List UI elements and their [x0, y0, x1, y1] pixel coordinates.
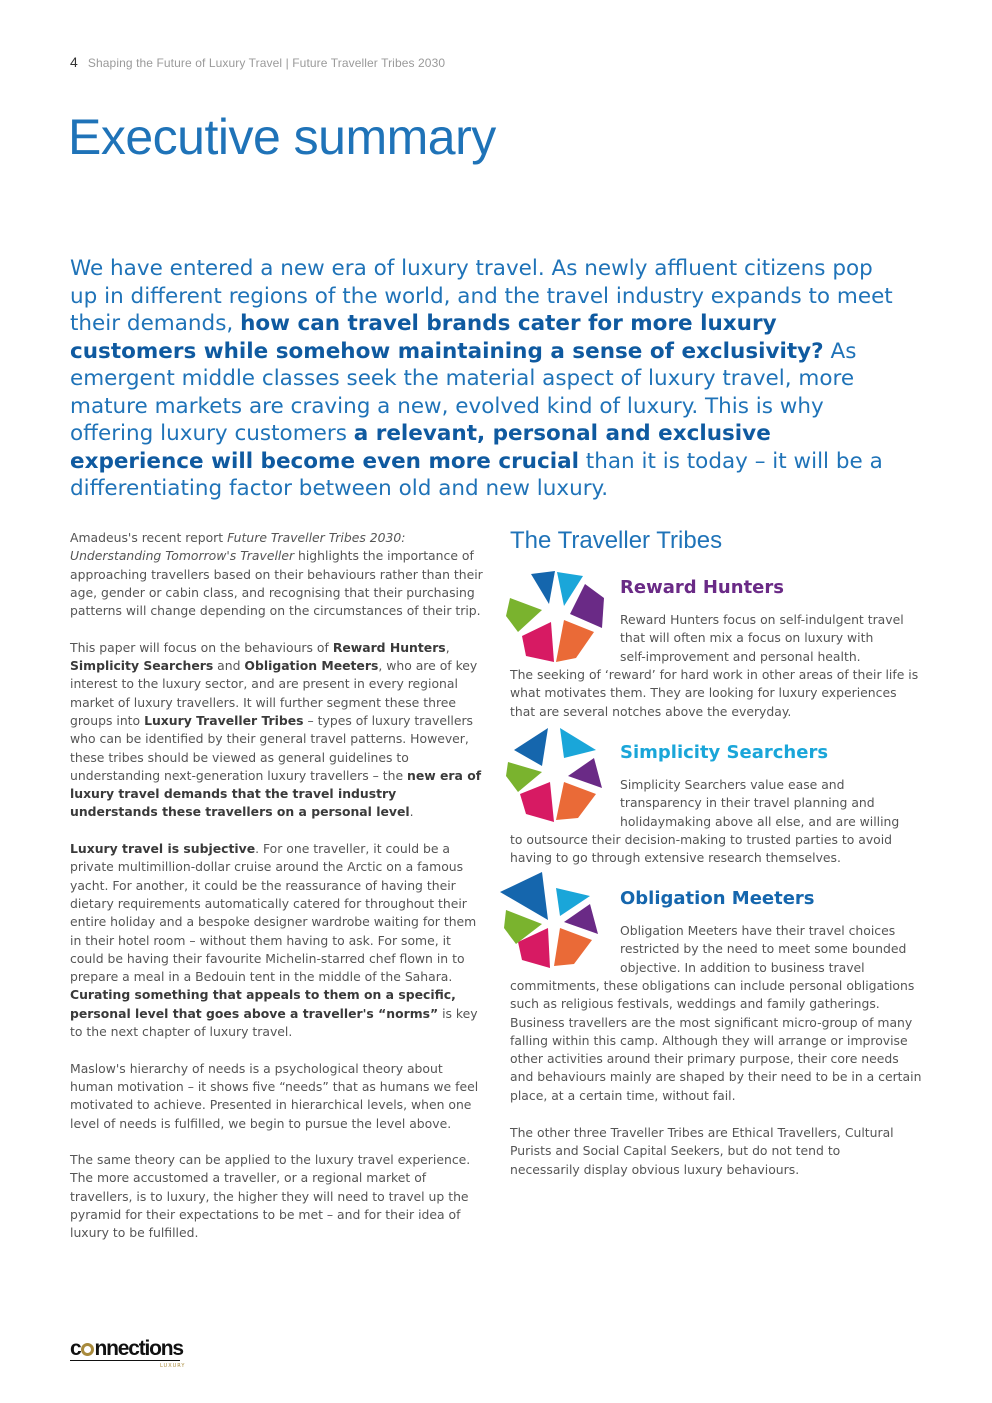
paragraph-theory: The same theory can be applied to the luxury travel experience. The more accustomed a traveller, or a regional market of travellers, is to luxury, the higher they will need to travel up the pyramid for their expectations to be met – and for their idea of luxury to be fulfilled.	[70, 1152, 471, 1241]
text: .	[409, 804, 414, 820]
intro-text-1: We have entered a new era of luxury travel. As newly affluent citizens pop up in different regions of the world, and the travel industry expands to meet their demands,	[70, 256, 893, 336]
text-line: Obligation Meeters have their travel choices	[620, 923, 896, 938]
simplicity-searchers-intro	[620, 776, 920, 831]
intro-text-2: As emergent middle classes seek the material aspect of luxury travel, more mature markets are craving a new, evolved kind of luxury. This is why offering luxury customers	[70, 338, 857, 446]
logo-wordmark	[70, 1337, 183, 1360]
emphasis: Curating something that appeals to them on a specific, personal level that goes above a traveller's “norms”	[70, 987, 456, 1021]
paragraph-subjective	[70, 840, 485, 1041]
emphasis: Luxury Traveller Tribes	[144, 712, 304, 728]
obligation-meeters-title: Obligation Meeters	[620, 888, 815, 909]
logo-text-end: nnections	[94, 1337, 183, 1360]
text-line: restricted by the need to meet some bounded	[620, 941, 907, 957]
text-line: transparency in their travel planning and	[620, 795, 875, 811]
simplicity-searchers-title: Simplicity Searchers	[620, 742, 829, 763]
emphasis: Luxury travel is subjective	[70, 841, 256, 857]
reward-hunters-intro	[620, 611, 920, 666]
simplicity-searchers-hexagon-icon	[504, 728, 610, 824]
text: and	[213, 658, 245, 674]
paragraph-report	[70, 529, 485, 620]
obligation-meeters-hexagon-icon	[498, 872, 604, 968]
page-number: 4	[70, 54, 78, 70]
running-title: Shaping the Future of Luxury Travel | Future Traveller Tribes 2030	[87, 56, 446, 70]
text-line: holidaymaking above all else, and are willing	[620, 813, 900, 829]
reward-hunters-description: The seeking of ‘reward’ for hard work in other areas of their life is what motivates them. They are looking for luxury experiences that are several notches above the everyday.	[510, 667, 919, 719]
emphasis: Obligation Meeters	[244, 658, 379, 674]
text-line: objective. In addition to business travel	[620, 959, 865, 975]
text: Amadeus's recent report	[70, 530, 228, 545]
logo-ring-icon	[81, 1343, 94, 1356]
other-tribes-note: The other three Traveller Tribes are Ethical Travellers, Cultural Purists and Social Capital Seekers, but do not tend to necessarily display obvious luxury behaviours.	[510, 1125, 894, 1177]
logo-underline	[70, 1360, 180, 1361]
text: . For one traveller, it could be a private multimillion-dollar cruise around the Arctic on a famous yacht. For another, it could be the reassurance of having their dietary requirements automatically catered for throughout their entire holiday and a bespoke designer wardrobe waiting for them in their hotel room – without them having to ask. For some, it could be having their favourite Michelin-starred chef flown in to prepare a meal in a Bedouin tent in the middle of the Sahara.	[70, 841, 477, 985]
left-column	[70, 529, 485, 1261]
logo-subtitle: LUXURY	[160, 1363, 186, 1369]
text-line: self-improvement and personal health.	[620, 648, 861, 664]
obligation-meeters-intro	[620, 922, 920, 977]
running-header	[70, 54, 445, 70]
text: , who are of key interest to the luxury sector, and are present in every regional market of luxury travellers. It will further segment these three groups into	[70, 658, 478, 728]
text: is key to the next chapter of luxury travel.	[70, 1005, 478, 1040]
emphasis: new era of luxury travel demands that the travel industry understands these travellers on a personal level	[70, 767, 482, 820]
paragraph-focus	[70, 639, 485, 822]
reward-hunters-hexagon-icon	[504, 570, 610, 666]
report-title: Future Traveller Tribes 2030: Understanding Tomorrow's Traveller	[70, 530, 406, 564]
reward-hunters-title: Reward Hunters	[620, 577, 784, 598]
intro-emphasis-2: a relevant, personal and exclusive experience will become even more crucial	[70, 421, 771, 474]
emphasis: Simplicity Searchers	[70, 658, 214, 674]
text-line: Reward Hunters focus on self-indulgent travel	[620, 612, 904, 627]
text: highlights the importance of approaching travellers based on their behaviours rather than their age, gender or cabin class, and recognising that their purchasing patterns will change depending on the circumstances of their trip.	[70, 548, 483, 619]
connections-logo	[70, 1337, 186, 1369]
text-line: that will often mix a focus on luxury with	[620, 630, 874, 646]
text: This paper will focus on the behaviours of	[70, 639, 333, 655]
text-line: Simplicity Searchers value ease and	[620, 777, 845, 792]
tribes-heading: The Traveller Tribes	[510, 527, 723, 554]
emphasis: Reward Hunters	[332, 639, 446, 655]
logo-text-start: c	[70, 1337, 81, 1360]
text: ,	[445, 639, 450, 655]
intro-emphasis-1: how can travel brands cater for more luxury customers while somehow maintaining a sense of exclusivity?	[70, 311, 824, 364]
obligation-meeters-description: commitments, these obligations can include personal obligations such as religious festivals, weddings and family gatherings. Business travellers are the most significant micro-group of many falling within this camp. Although they will arrange or improvise other activities around their primary purpose, their core needs and behaviours mainly are shaped by their need to be in a certain place, at a certain time, without fail.	[510, 978, 922, 1103]
intro-paragraph	[70, 255, 900, 503]
page-title: Executive summary	[68, 109, 496, 165]
simplicity-searchers-description: to outsource their decision-making to trusted parties to avoid having to go through extensive research themselves.	[510, 832, 893, 866]
intro-text-3: than it is today – it will be a differentiating factor between old and new luxury.	[70, 448, 883, 501]
paragraph-maslow: Maslow's hierarchy of needs is a psychological theory about human motivation – it shows five “needs” that as humans we feel motivated to achieve. Presented in hierarchical levels, when one level of needs is fulfilled, we begin to pursue the level above.	[70, 1060, 479, 1131]
text: – types of luxury travellers who can be identified by their general travel patterns. However, these tribes should be viewed as general guidelines to understanding next-generation luxury travellers – the	[70, 712, 473, 783]
